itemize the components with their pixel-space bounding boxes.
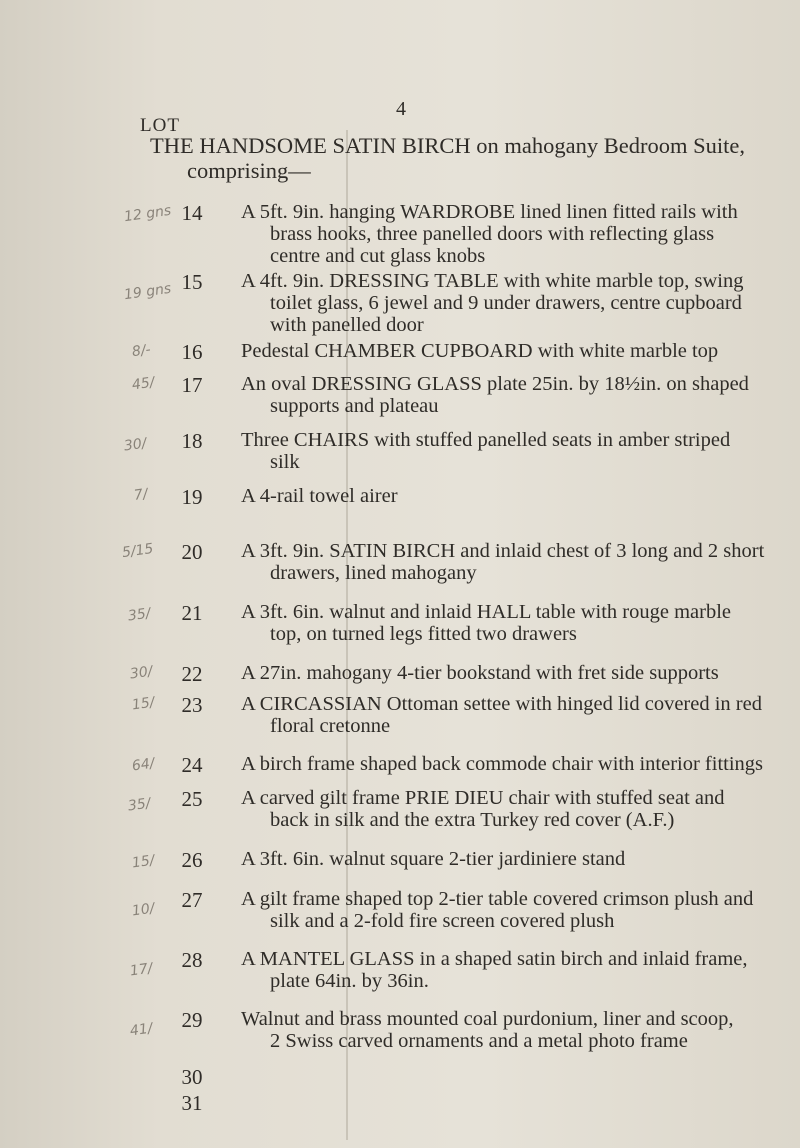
lot-number: 30 — [181, 1065, 203, 1089]
lot-description-line: An oval DRESSING GLASS plate 25in. by 18½in. on shaped — [241, 373, 749, 395]
lot-number: 19 — [181, 485, 203, 509]
lot-description-line: Pedestal CHAMBER CUPBOARD with white marble top — [241, 340, 719, 362]
lot-description-line: silk and a 2-fold fire screen covered plush — [270, 910, 615, 932]
lot-description — [241, 601, 791, 645]
lot-description-line: A MANTEL GLASS in a shaped satin birch and inlaid frame, — [241, 948, 748, 970]
lot-description — [241, 485, 791, 507]
handwritten-price-note: 8/- — [130, 341, 152, 361]
lot-description — [241, 373, 791, 417]
lot-number: 25 — [181, 787, 203, 811]
lot-description-line: back in silk and the extra Turkey red cover (A.F.) — [270, 809, 675, 831]
lot-description-line: A 3ft. 9in. SATIN BIRCH and inlaid chest of 3 long and 2 short — [241, 540, 765, 562]
handwritten-price-note: 15/ — [130, 694, 156, 714]
lot-description-line: Three CHAIRS with stuffed panelled seats in amber striped — [241, 429, 731, 451]
lot-description — [241, 753, 791, 775]
lot-number: 22 — [181, 662, 203, 686]
lot-description — [241, 201, 791, 267]
lot-number: 15 — [181, 270, 203, 294]
lot-description-line: A 4ft. 9in. DRESSING TABLE with white marble top, swing — [241, 270, 744, 292]
handwritten-price-note: 41/ — [128, 1020, 154, 1040]
lot-description — [241, 662, 791, 684]
handwritten-price-note: 5/15 — [121, 540, 155, 562]
lot-number: 29 — [181, 1008, 203, 1032]
lot-description — [241, 340, 791, 362]
lot-description — [241, 787, 791, 831]
handwritten-price-note: 45/ — [130, 374, 156, 394]
lot-description-line: brass hooks, three panelled doors with reflecting glass — [270, 223, 715, 245]
lot-number: 23 — [181, 693, 203, 717]
lot-description-line: top, on turned legs fitted two drawers — [270, 623, 577, 645]
lot-number: 27 — [181, 888, 203, 912]
lot-number: 21 — [181, 601, 203, 625]
lot-description — [241, 948, 791, 992]
handwritten-price-note: 64/ — [130, 755, 156, 775]
lot-description-line: A birch frame shaped back commode chair with interior fittings — [241, 753, 764, 775]
lot-number: 20 — [181, 540, 203, 564]
lot-column-label: LOT — [140, 115, 180, 136]
handwritten-price-note: 12 gns — [123, 202, 173, 226]
lot-number: 24 — [181, 753, 203, 777]
lot-number: 18 — [181, 429, 203, 453]
lot-number: 14 — [181, 201, 203, 225]
suite-heading-subtitle: comprising— — [187, 158, 311, 183]
lot-description-line: A CIRCASSIAN Ottoman settee with hinged lid covered in red — [241, 693, 762, 715]
lot-description — [241, 540, 791, 584]
lot-description-line: A 5ft. 9in. hanging WARDROBE lined linen fitted rails with — [241, 201, 738, 223]
lot-description-line: silk — [270, 451, 300, 473]
handwritten-price-note: 30/ — [128, 663, 154, 683]
handwritten-price-note: 7/ — [132, 486, 149, 504]
lot-description — [241, 429, 791, 473]
lot-description-line: A 3ft. 6in. walnut square 2-tier jardiniere stand — [241, 848, 626, 870]
handwritten-price-note: 17/ — [128, 960, 154, 980]
handwritten-price-note: 15/ — [130, 852, 156, 872]
lot-description-line: A 3ft. 6in. walnut and inlaid HALL table with rouge marble — [241, 601, 731, 623]
lot-description-line: A carved gilt frame PRIE DIEU chair with stuffed seat and — [241, 787, 725, 809]
lot-number: 31 — [181, 1091, 203, 1115]
lot-description — [241, 1008, 791, 1052]
lot-description-line: A 27in. mahogany 4-tier bookstand with fret side supports — [241, 662, 719, 684]
lot-description-line: toilet glass, 6 jewel and 9 under drawers, centre cupboard — [270, 292, 742, 314]
lot-description-line: with panelled door — [270, 314, 424, 336]
lot-description-line: A gilt frame shaped top 2-tier table covered crimson plush and — [241, 888, 754, 910]
suite-heading-title: THE HANDSOME SATIN BIRCH on mahogany Bedroom Suite, — [150, 133, 745, 158]
suite-heading — [150, 133, 790, 183]
handwritten-price-note: 19 gns — [123, 280, 173, 304]
lot-number: 17 — [181, 373, 203, 397]
lot-description — [241, 270, 791, 336]
lot-description-line: Walnut and brass mounted coal purdonium, liner and scoop, — [241, 1008, 734, 1030]
lot-description-line: A 4-rail towel airer — [241, 485, 398, 507]
page-number: 4 — [396, 98, 406, 120]
lot-description-line: 2 Swiss carved ornaments and a metal photo frame — [270, 1030, 688, 1052]
lot-number: 28 — [181, 948, 203, 972]
lot-description-line: plate 64in. by 36in. — [270, 970, 429, 992]
handwritten-price-note: 35/ — [126, 795, 152, 815]
lot-description — [241, 693, 791, 737]
handwritten-price-note: 10/ — [130, 900, 156, 920]
lot-description-line: drawers, lined mahogany — [270, 562, 477, 584]
lot-description-line: centre and cut glass knobs — [270, 245, 486, 267]
lot-description-line: supports and plateau — [270, 395, 439, 417]
lot-description-line: floral cretonne — [270, 715, 391, 737]
lot-number: 26 — [181, 848, 203, 872]
handwritten-price-note: 30/ — [122, 435, 148, 455]
lot-description — [241, 888, 791, 932]
lot-description — [241, 848, 791, 870]
handwritten-price-note: 35/ — [126, 605, 152, 625]
lot-number: 16 — [181, 340, 203, 364]
